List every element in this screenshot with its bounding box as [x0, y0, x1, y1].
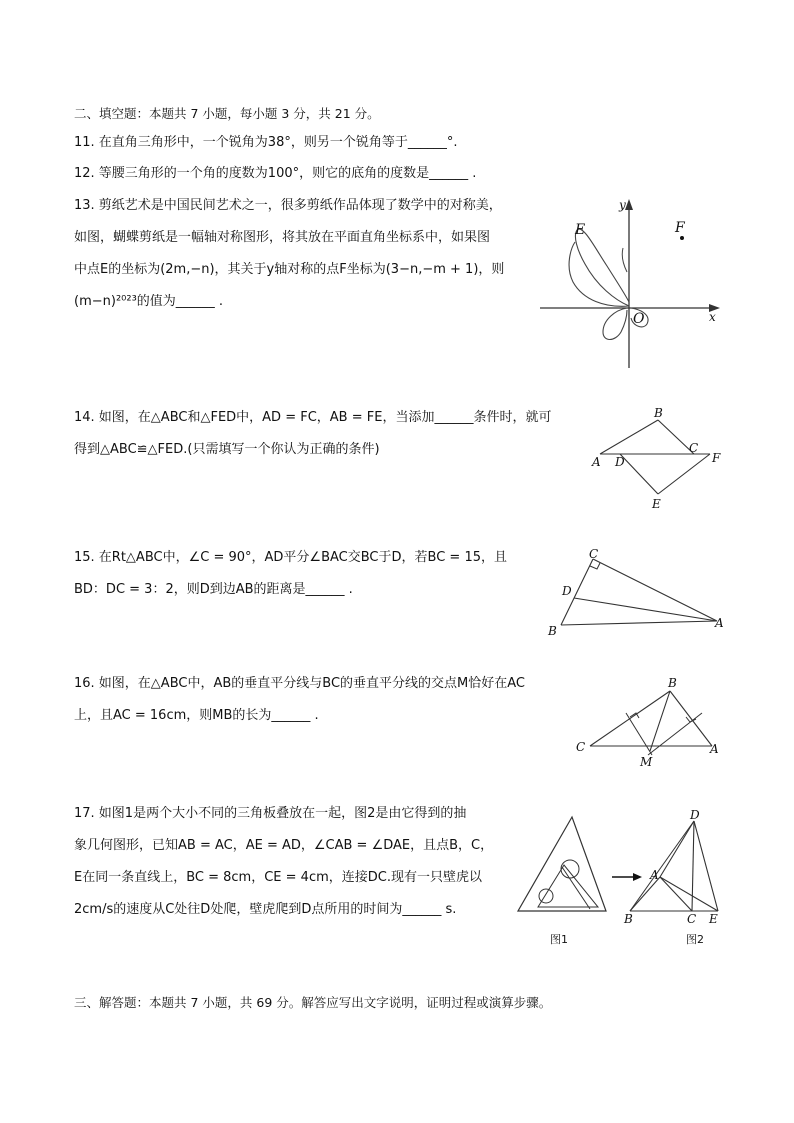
- question-13-line-3: 中点E的坐标为(2m,−n)，其关于y轴对称的点F坐标为(3−n,−m + 1)，则: [74, 262, 505, 277]
- point-c-label: C: [576, 740, 586, 754]
- point-e-label: E: [652, 497, 661, 511]
- figure-1-caption: 图1: [550, 933, 568, 946]
- question-14-line-2: 得到△ABC≌△FED.(只需填写一个你认为正确的条件): [74, 442, 380, 457]
- right-angle-mark: [590, 563, 600, 569]
- question-17-line-4: 2cm/s的速度从C处往D处爬，壁虎爬到D点所用的时间为______ s.: [74, 902, 457, 917]
- y-axis-arrow: [625, 199, 633, 210]
- point-b-label: B: [668, 676, 677, 690]
- x-axis-label: x: [709, 310, 716, 324]
- point-c-label: C: [589, 547, 599, 561]
- question-17-line-2: 象几何图形，已知AB = AC，AE = AD，∠CAB = ∠DAE，且点B，C，: [74, 838, 494, 853]
- butterfly-antenna: [622, 248, 627, 272]
- section-2-heading: 二、填空题：本题共 7 小题，每小题 3 分，共 21 分。: [74, 106, 380, 121]
- point-b-label: B: [624, 912, 633, 926]
- point-m-label: M: [640, 755, 653, 769]
- origin-label: O: [633, 311, 645, 327]
- point-a-label: A: [592, 455, 601, 469]
- question-13-line-1: 13. 剪纸艺术是中国民间艺术之一，很多剪纸作品体现了数学中的对称美，: [74, 198, 502, 213]
- point-b-label: B: [654, 406, 663, 420]
- point-f: [680, 236, 684, 240]
- question-17-line-3: E在同一条直线上，BC = 8cm，CE = 4cm，连接DC.现有一只壁虎以: [74, 870, 482, 885]
- right-triangle-abc-figure: [545, 547, 730, 642]
- section-3-heading: 三、解答题：本题共 7 小题，共 69 分。解答应写出文字说明，证明过程或演算步骤。: [74, 995, 552, 1010]
- point-c-label: C: [687, 912, 697, 926]
- point-e-label: E: [575, 222, 586, 238]
- butterfly-coordinate-figure: [535, 190, 735, 375]
- point-d-label: D: [690, 808, 700, 822]
- triangle-perpendicular-bisectors-figure: [570, 673, 730, 773]
- question-15-line-1: 15. 在Rt△ABC中，∠C = 90°，AD平分∠BAC交BC于D，若BC = 15，且: [74, 550, 507, 565]
- y-axis-label: y: [619, 198, 626, 212]
- question-14-line-1: 14. 如图，在△ABC和△FED中，AD = FC，AB = FE，当添加______条件时，就可: [74, 410, 552, 425]
- question-16-line-1: 16. 如图，在△ABC中，AB的垂直平分线与BC的垂直平分线的交点M恰好在AC: [74, 676, 526, 691]
- point-d-label: D: [615, 455, 625, 469]
- point-e-label: E: [709, 912, 718, 926]
- point-a-label: A: [715, 616, 724, 630]
- point-b-label: B: [548, 624, 557, 638]
- set-square-hole: [539, 889, 553, 903]
- triangles-abc-fed-figure: [590, 404, 730, 514]
- question-16-line-2: 上，且AC = 16cm，则MB的长为______ .: [74, 708, 319, 723]
- point-f-label: F: [712, 451, 721, 465]
- point-c-label: C: [689, 441, 699, 455]
- triangle-rulers-figure: [510, 805, 735, 950]
- point-a-label: A: [710, 742, 719, 756]
- point-f-label: F: [675, 220, 685, 236]
- question-13-line-2: 如图，蝴蝶剪纸是一幅轴对称图形，将其放在平面直角坐标系中，如果图: [74, 230, 491, 245]
- question-12: 12. 等腰三角形的一个角的度数为100°，则它的底角的度数是______ .: [74, 166, 477, 181]
- question-11: 11. 在直角三角形中，一个锐角为38°，则另一个锐角等于______°.: [74, 135, 458, 150]
- butterfly-lower-wing: [603, 308, 627, 340]
- figure-2-caption: 图2: [686, 933, 704, 946]
- question-17-line-1: 17. 如图1是两个大小不同的三角板叠放在一起，图2是由它得到的抽: [74, 806, 467, 821]
- question-15-line-2: BD：DC = 3：2，则D到边AB的距离是______ .: [74, 582, 353, 597]
- point-d-label: D: [562, 584, 572, 598]
- question-13-line-4: (m−n)²⁰²³的值为______ .: [74, 294, 224, 309]
- point-a-label: A: [650, 868, 659, 882]
- butterfly-wing: [569, 242, 629, 306]
